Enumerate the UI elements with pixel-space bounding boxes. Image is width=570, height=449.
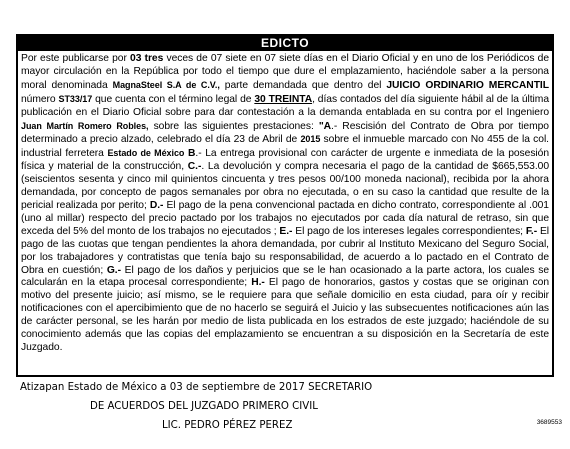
- notice-text-segment: El pago de los intereses legales correspondientes;: [292, 225, 526, 237]
- edict-notice: [16, 34, 554, 377]
- signature-name: LIC. PEDRO PÉREZ PEREZ: [162, 420, 293, 431]
- notice-text-segment: B: [188, 148, 196, 160]
- notice-text-segment: parte demandada que dentro del: [219, 79, 387, 91]
- notice-text-segment: veces de 07 siete en 07 siete días en el Diario Oficial y en uno de los Periódicos de mayor circulación en la República por todo el tiempo que dure el emplazamiento, haciéndole saber a la persona moral denominada: [21, 53, 549, 91]
- notice-text-segment: F.-: [525, 225, 538, 237]
- notice-text-segment: 30 TREINTA: [254, 93, 313, 105]
- notice-text-segment: El pago de los daños y perjuicios que se le han ocasionado a la parte actora, los cuales se calcularán en la etapa procesal correspondiente;: [21, 264, 549, 289]
- notice-text-segment: Por este publicarse por: [21, 53, 131, 64]
- notice-text-segment: sobre las siguientes prestaciones:: [148, 120, 319, 132]
- notice-text-segment: C.-: [187, 161, 202, 173]
- notice-text-segment: que cuenta con el término legal de: [92, 93, 255, 105]
- notice-text-segment: El pago de honorarios, gastos y costas que se originan con motivo del presente juicio; así mismo, se le requiere para que señale domicilio en esta ciudad, para oír y recibir notificaciones con el apercibimiento que de no hacerlo se seguirá el Juicio y las subsecuentes notificaciones aún las de carácter personal, se les harán por medio de lista publicada en los estrados de este juzgado; haciéndole de su conocimiento además que las copias del emplazamiento se encuentran a su disposición en la Secretaría de este Juzgado.: [21, 277, 550, 353]
- notice-text-segment: "A: [318, 120, 332, 132]
- notice-text-segment: .- La entrega provisional con carácter de urgente e inmediata de la posesión física y material de la construcción,: [21, 148, 550, 173]
- notice-body: [18, 51, 552, 355]
- notice-text-segment: sobre el inmueble marcado con No 455 de la col. industrial ferretera: [21, 134, 549, 160]
- notice-text-segment: El pago de la pena convencional pactada en dicho contrato, correspondiente al .001 (uno al millar) respecto del precio pactado por los trabajos no ejecutados por cada día natural de retraso, sin que exceda del 5% del monto de los trabajos no ejecutados ;: [21, 199, 549, 237]
- notice-text-segment: H.-: [251, 277, 265, 289]
- notice-text-segment: 2015: [300, 134, 321, 145]
- notice-text-segment: . La devolución y compra necesaria el pago de la cantidad de $665,553.00 (seiscientos sesenta y cinco mil quinientos cincuenta y tres pesos 00/100 moneda nacional), recibida por la ahora demandada, por concepto de pagos semanales por obra no ejecutada, o en su caso la cantidad que resulte de la pericial realizada por perito;: [21, 161, 549, 211]
- notice-text-segment: Juan Martín Romero Robles,: [21, 120, 149, 131]
- publication-code: 3689553: [536, 419, 562, 426]
- notice-text-segment: Estado de México: [107, 148, 185, 159]
- notice-text-segment: 03 tres: [130, 53, 164, 64]
- notice-text-segment: E.-: [279, 225, 293, 237]
- notice-text-segment: ST33/17: [58, 93, 93, 104]
- notice-text-segment: El pago de las cuotas que tengan pendientes la ahora demandada, por cubrir al Instituto Mexicano del Seguro Social, por los trabajadores y contratistas que tenía bajo su responsabilidad, de acuerdo a lo pactado en el Contrato de Obra en cuestión;: [21, 225, 549, 276]
- notice-text-segment: JUICIO ORDINARIO MERCANTIL: [386, 79, 549, 91]
- notice-title: EDICTO: [18, 36, 552, 51]
- notice-text-segment: D.-: [149, 199, 164, 211]
- notice-text-segment: MagnaSteel S.A de C.V.,: [112, 79, 220, 90]
- notice-text-segment: número: [21, 93, 59, 105]
- signature-place-date: Atizapan Estado de México a 03 de septiembre de 2017 SECRETARIO: [20, 382, 373, 393]
- notice-text-segment: , días contados del día siguiente hábil al de la última publicación en el Diario Oficial sobre para dar contestación a la demanda entablada en su contra por el Ingeniero: [21, 93, 549, 118]
- notice-text-segment: .- Rescisión del Contrato de Obra por tiempo determinado a precio alzado, celebrado el día 23 de Abril de: [21, 120, 549, 146]
- signature-office: DE ACUERDOS DEL JUZGADO PRIMERO CIVIL: [90, 401, 318, 412]
- notice-text-segment: G.-: [106, 264, 121, 276]
